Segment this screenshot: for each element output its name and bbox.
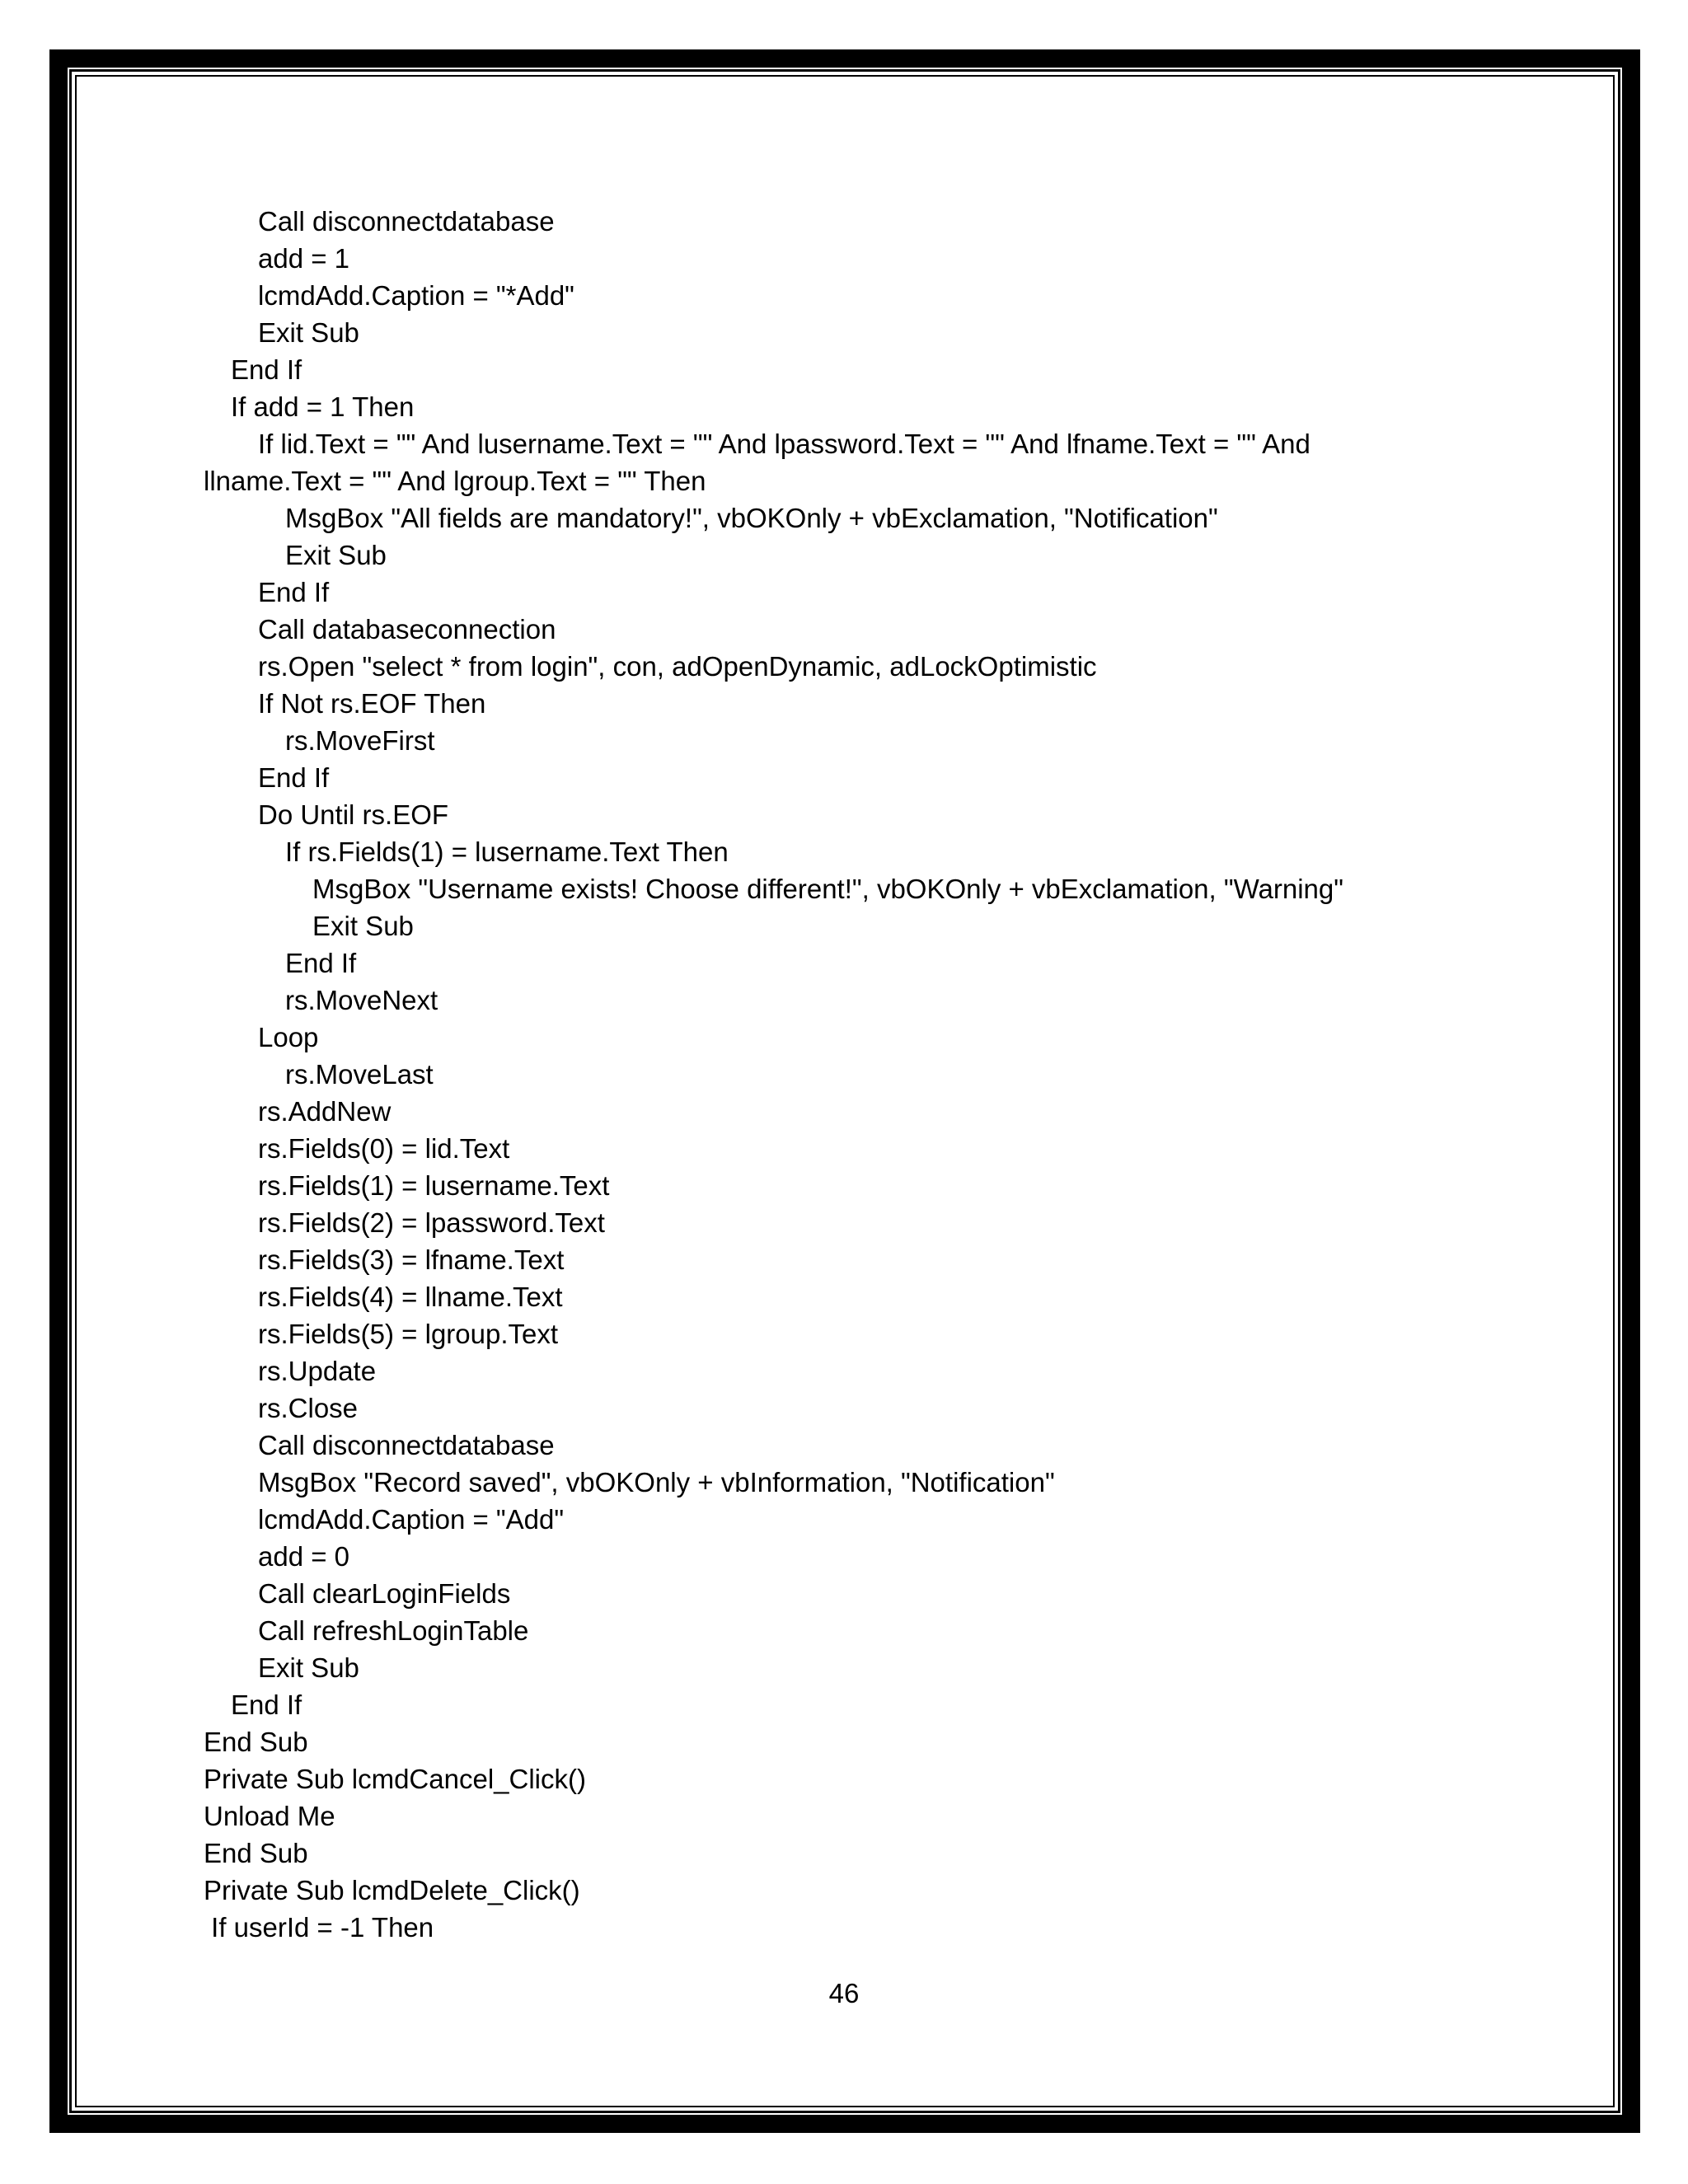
code-line: Exit Sub <box>258 1652 359 1683</box>
code-line: MsgBox "Username exists! Choose different!", vbOKOnly + vbExclamation, "Warning" <box>312 874 1343 904</box>
code-line: add = 0 <box>258 1541 350 1572</box>
code-line: rs.Update <box>258 1356 377 1386</box>
code-line: rs.Fields(2) = lpassword.Text <box>258 1207 605 1238</box>
code-line: End Sub <box>204 1727 308 1757</box>
code-line: End If <box>258 577 330 607</box>
code-line: rs.Fields(1) = lusername.Text <box>258 1170 610 1201</box>
code-line: rs.Open "select * from login", con, adOpenDynamic, adLockOptimistic <box>258 651 1097 682</box>
code-line: rs.MoveFirst <box>285 725 435 756</box>
code-line: Call refreshLoginTable <box>258 1615 529 1646</box>
code-line: lcmdAdd.Caption = "*Add" <box>258 280 574 311</box>
code-line: Do Until rs.EOF <box>258 799 449 830</box>
code-line: Private Sub lcmdCancel_Click() <box>204 1764 586 1794</box>
code-line: Exit Sub <box>312 911 414 941</box>
code-line: lcmdAdd.Caption = "Add" <box>258 1504 565 1535</box>
code-line: rs.MoveNext <box>285 985 438 1015</box>
code-line: Call disconnectdatabase <box>258 1430 555 1460</box>
code-line: add = 1 <box>258 243 350 274</box>
code-line: MsgBox "All fields are mandatory!", vbOKOnly + vbExclamation, "Notification" <box>285 503 1218 533</box>
code-line: Call disconnectdatabase <box>258 206 555 237</box>
code-line: rs.Fields(4) = llname.Text <box>258 1282 563 1312</box>
code-line: llname.Text = "" And lgroup.Text = "" Then <box>204 466 706 496</box>
code-line: End If <box>231 1690 302 1720</box>
code-line: Exit Sub <box>285 540 387 570</box>
code-line: Exit Sub <box>258 317 359 348</box>
code-line: Loop <box>258 1022 319 1052</box>
code-listing <box>204 203 1440 1946</box>
code-line: rs.Fields(0) = lid.Text <box>258 1133 510 1164</box>
code-line: rs.Fields(5) = lgroup.Text <box>258 1319 559 1349</box>
code-line: rs.Close <box>258 1393 359 1423</box>
code-line: rs.AddNew <box>258 1096 392 1127</box>
code-line: Call databaseconnection <box>258 614 556 644</box>
code-line: Unload Me <box>204 1801 335 1831</box>
code-line: End Sub <box>204 1838 308 1868</box>
code-line: If add = 1 Then <box>231 391 415 422</box>
page-number: 46 <box>828 1978 860 2008</box>
code-line: If lid.Text = "" And lusername.Text = "" And lpassword.Text = "" And lfname.Text = "" And <box>258 429 1311 459</box>
code-line: If rs.Fields(1) = lusername.Text Then <box>285 837 729 867</box>
code-line: End If <box>231 354 302 385</box>
code-line: If userId = -1 Then <box>204 1912 434 1943</box>
code-line: Private Sub lcmdDelete_Click() <box>204 1875 580 1905</box>
code-line: End If <box>285 948 357 978</box>
code-line: Call clearLoginFields <box>258 1578 511 1609</box>
code-line: rs.Fields(3) = lfname.Text <box>258 1244 565 1275</box>
code-line: rs.MoveLast <box>285 1059 434 1090</box>
code-line: End If <box>258 762 330 793</box>
code-line: If Not rs.EOF Then <box>258 688 486 719</box>
code-line: MsgBox "Record saved", vbOKOnly + vbInformation, "Notification" <box>258 1467 1055 1497</box>
